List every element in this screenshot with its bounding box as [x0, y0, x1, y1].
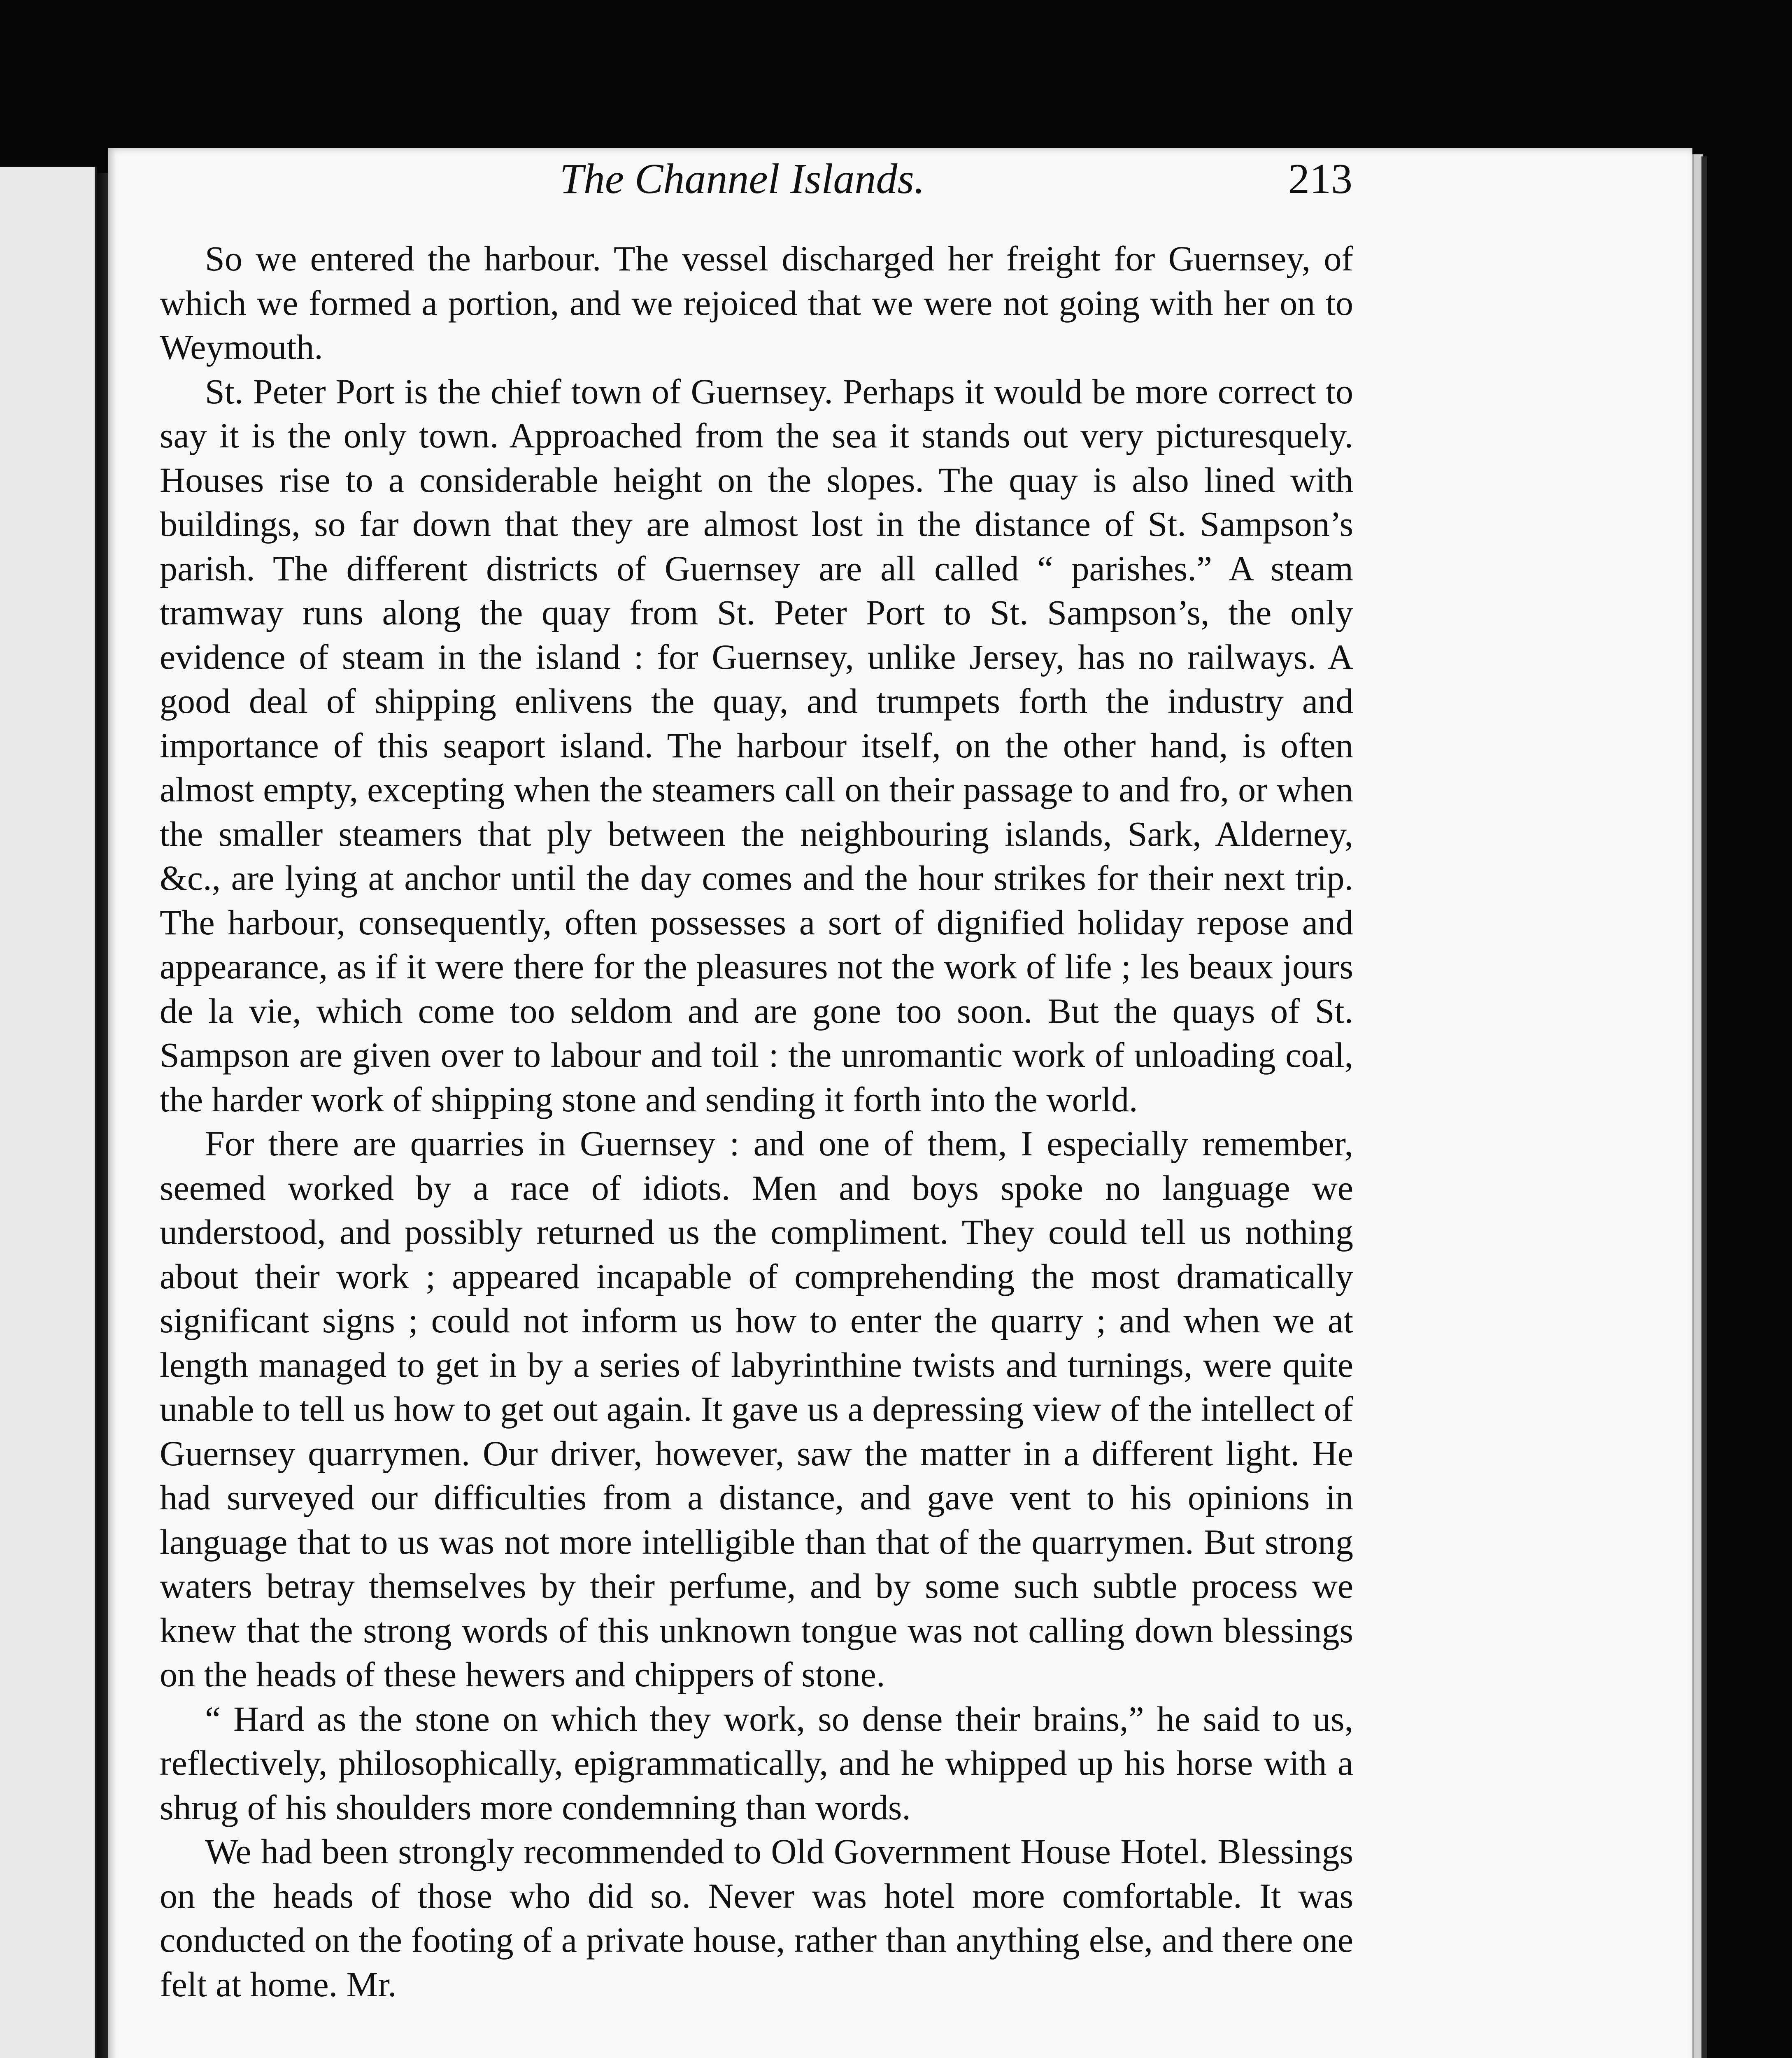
paragraph: “ Hard as the stone on which they work, so dense their brains,” he said to us, reflectively, philosophically, epigrammatically, and he whipped up his horse with a shrug of his shoulders more condemning than words.: [160, 1699, 1353, 1827]
page-number: 213: [1288, 155, 1352, 203]
paragraph: We had been strongly recommended to Old Government House Hotel. Blessings on the heads of those who did so. Never was hotel more comfortable. It was conducted on the footing of a private house, rather than anything else, and there one felt at home. Mr.: [160, 1832, 1353, 2004]
previous-page-edge: [0, 167, 97, 2058]
paragraph: St. Peter Port is the chief town of Guernsey. Perhaps it would be more correct to say it is the only town. Approached from the sea it stands out very picturesquely. Houses rise to a considerable height on the slopes. The quay is also lined with buildings, so far down that they are almost lost in the distance of St. Sampson’s parish. The different districts of Guernsey are all called “ parishes.” A steam tramway runs along the quay from St. Peter Port to St. Sampson’s, the only evidence of steam in the island : for Guernsey, unlike Jersey, has no railways. A good deal of shipping enlivens the quay, and trumpets forth the industry and importance of this seaport island. The harbour itself, on the other hand, is often almost empty, excepting when the steamers call on their passage to and fro, or when the smaller steamers that ply between the neighbouring islands, Sark, Alderney, &c., are lying at anchor until the day comes and the hour strikes for their next trip. The harbour, consequently, often possesses a sort of dignified holiday repose and appearance, as if it were there for the pleasures not the work of life ; les beaux jours de la vie, which come too seldom and are gone too soon. But the quays of St. Sampson are given over to labour and toil : the unromantic work of unloading coal, the harder work of shipping stone and sending it forth into the world.: [160, 371, 1353, 1119]
paragraph: So we entered the harbour. The vessel discharged her freight for Guernsey, of which we formed a portion, and we rejoiced that we were not going with her on to Weymouth.: [160, 239, 1353, 367]
page-stack-shadow: [1701, 156, 1707, 2058]
running-head-title: The Channel Islands.: [560, 155, 925, 203]
page-body: [160, 237, 1353, 2007]
paragraph: For there are quarries in Guernsey : and one of them, I especially remember, seemed worked by a race of idiots. Men and boys spoke no language we understood, and possibly returned us the compliment. They could tell us nothing about their work ; appeared incapable of comprehending the most dramatically significant signs ; could not inform us how to enter the quarry ; and when we at length managed to get in by a series of labyrinthine twists and turnings, were quite unable to tell us how to get out again. It gave us a depressing view of the intellect of Guernsey quarrymen. Our driver, however, saw the matter in a different light. He had surveyed our difficulties from a distance, and gave vent to his opinions in language that to us was not more intelligible than that of the quarrymen. But strong waters betray themselves by their perfume, and by some such subtle process we knew that the strong words of this unknown tongue was not calling down blessings on the heads of these hewers and chippers of stone.: [160, 1124, 1353, 1694]
